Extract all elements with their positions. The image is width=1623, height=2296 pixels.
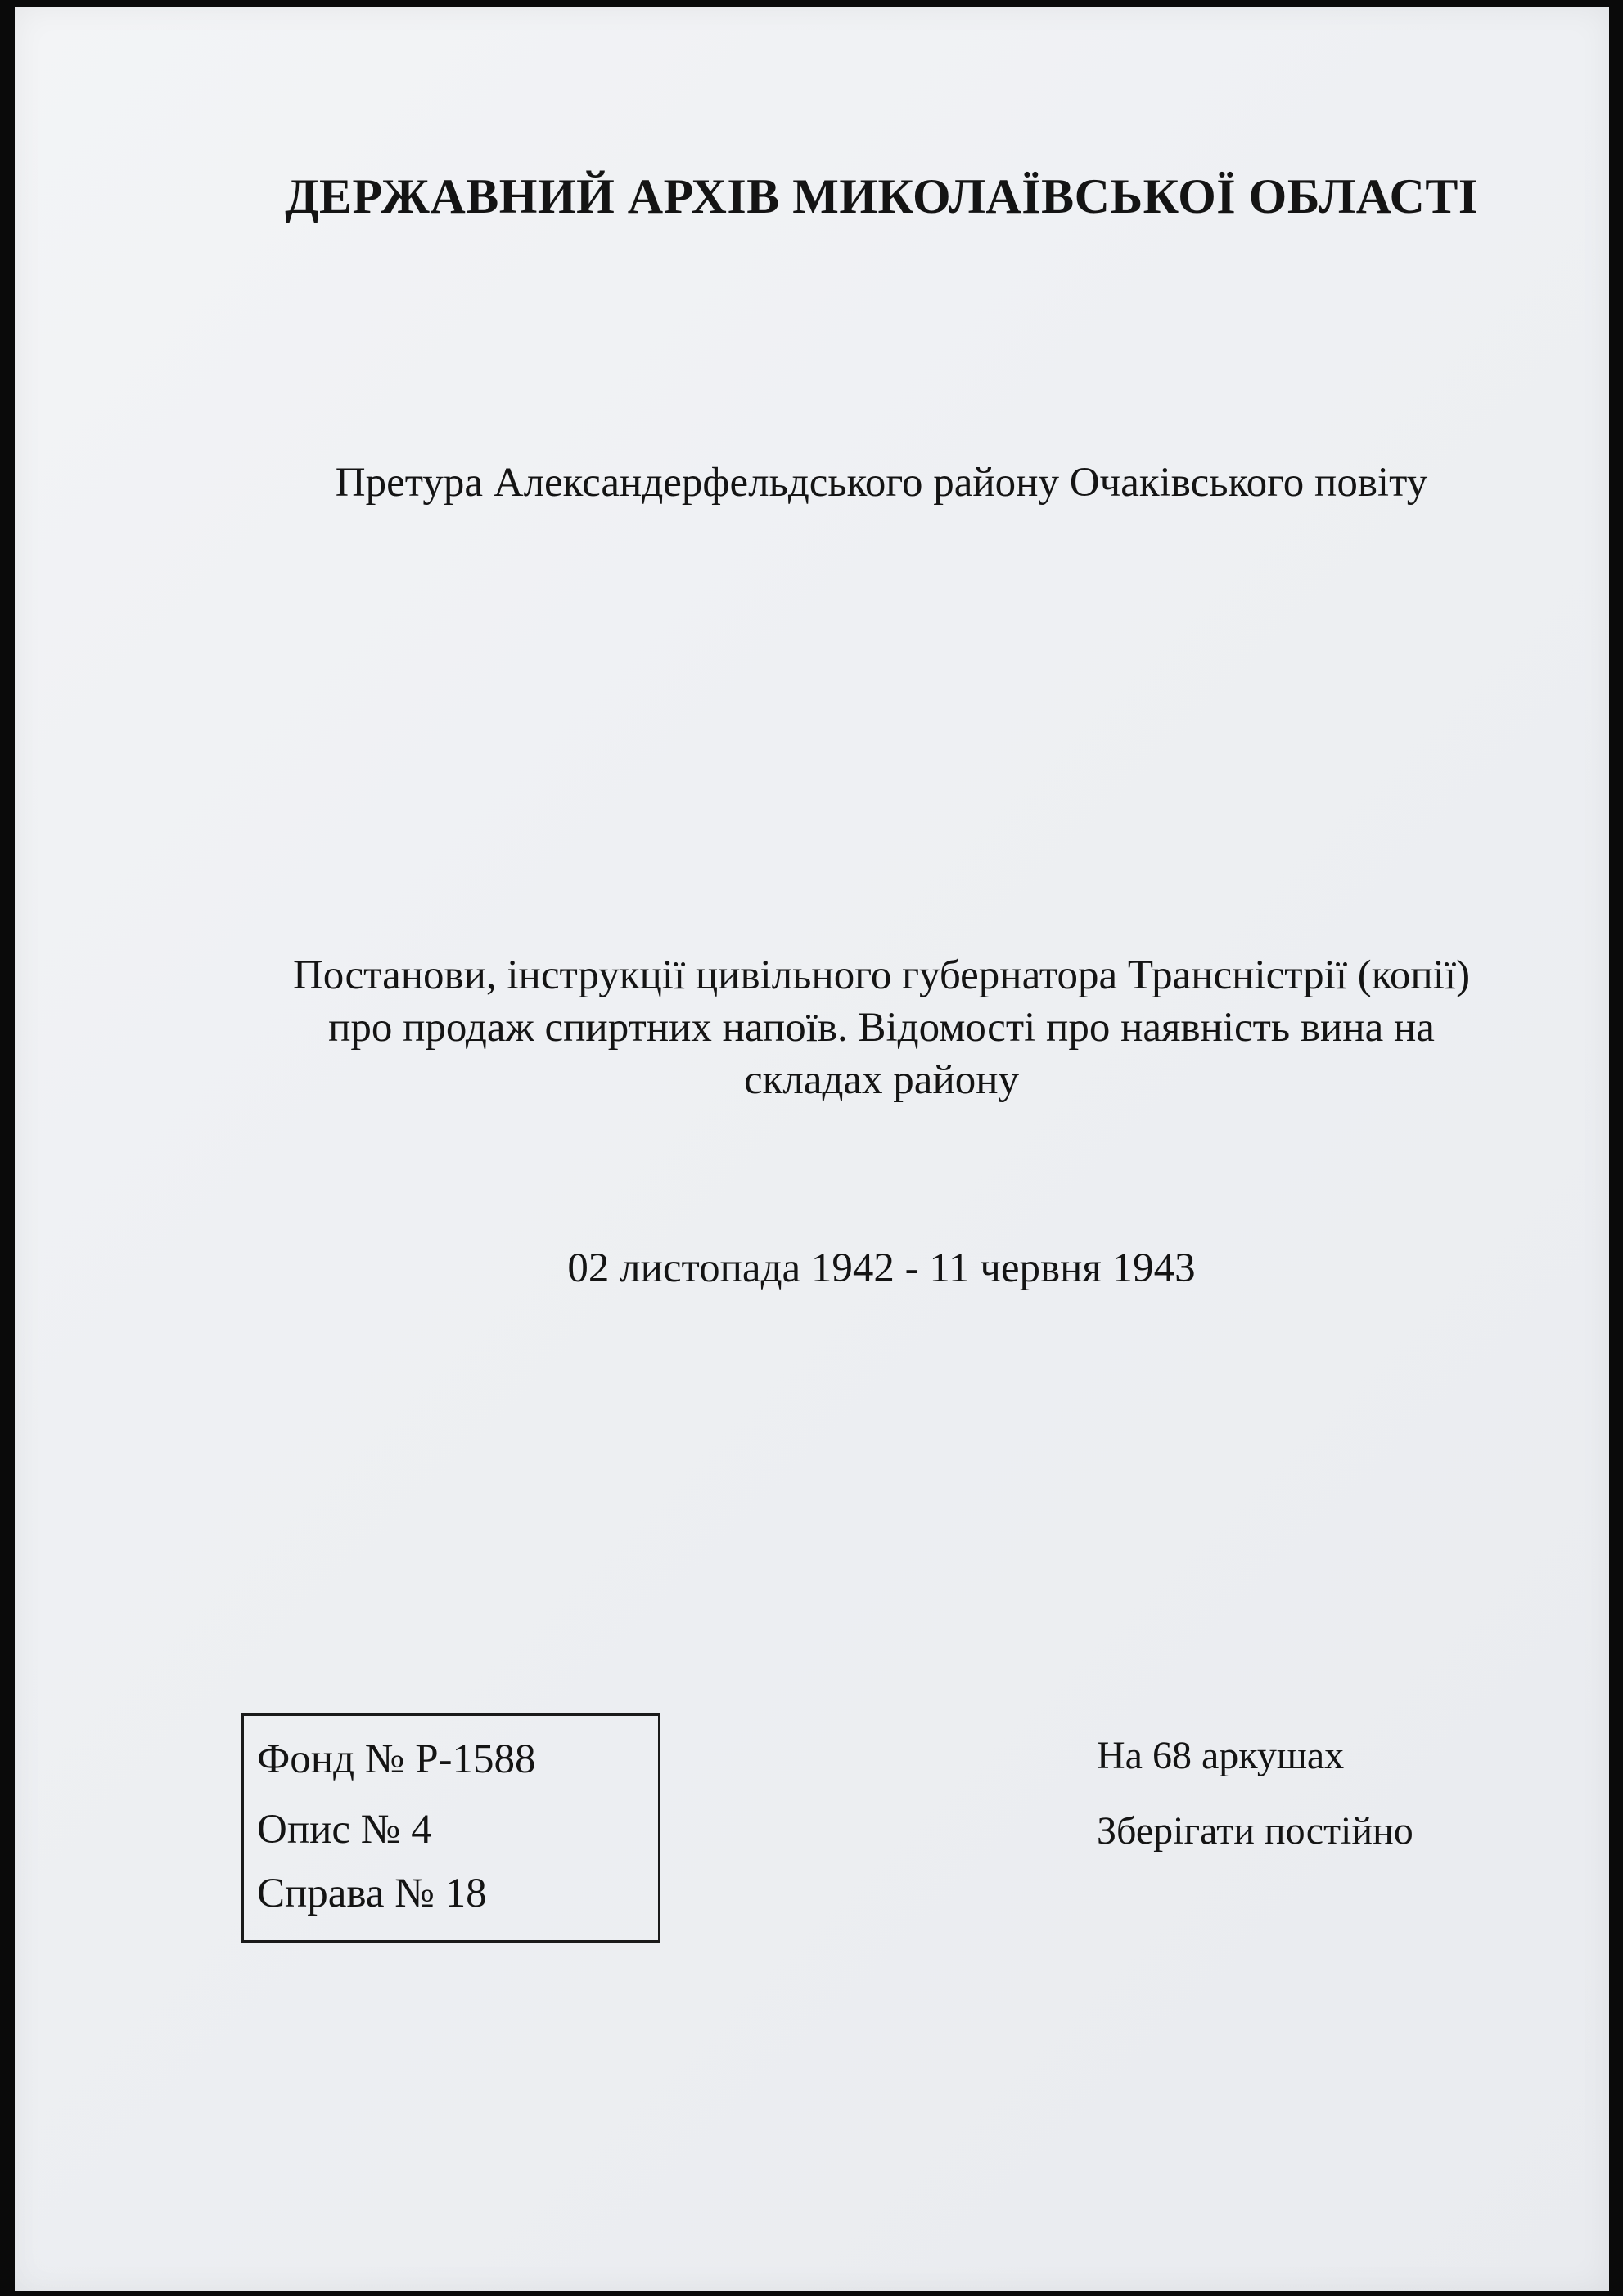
case-date-range: 02 листопада 1942 - 11 червня 1943 (567, 1245, 1196, 1291)
case-title-line-3: складах району (743, 1057, 1020, 1103)
archive-name-heading: ДЕРЖАВНИЙ АРХІВ МИКОЛАЇВСЬКОЇ ОБЛАСТІ (285, 169, 1478, 223)
retention-note: Зберігати постійно (1097, 1809, 1413, 1853)
fund-creator-title: Претура Александерфельдського району Очаківського повіту (335, 460, 1428, 506)
case-title-line-1: Постанови, інструкції цивільного губернатора Трансністрії (копії) (292, 952, 1471, 998)
case-title-line-2: про продаж спиртних напоїв. Відомості про наявність вина на (328, 1005, 1435, 1051)
case-title (15, 949, 1609, 1106)
reference-box (241, 1713, 660, 1943)
opys-number: Опис № 4 (257, 1807, 432, 1853)
fond-number: Фонд № Р-1588 (257, 1736, 536, 1782)
sprava-number: Справа № 18 (257, 1871, 487, 1916)
sheet-count: На 68 аркушах (1097, 1734, 1345, 1777)
archival-cover-sheet (15, 7, 1609, 2291)
